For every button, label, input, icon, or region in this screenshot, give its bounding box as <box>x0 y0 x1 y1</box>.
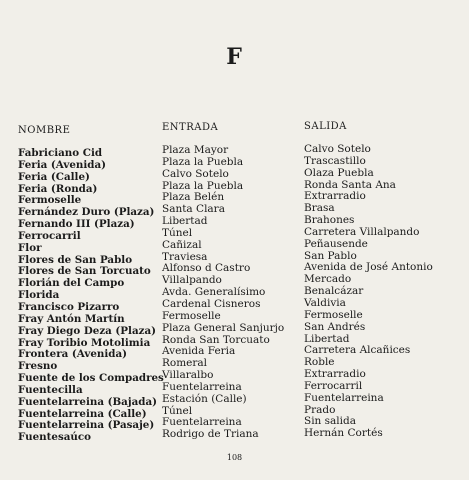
nombre-entry: Flores de San Pablo <box>18 253 133 266</box>
entrada-entry: Avda. Generalísimo <box>162 286 266 299</box>
salida-column <box>304 120 464 440</box>
salida-entry: Trascastillo <box>304 154 366 167</box>
salida-entry: San Andrés <box>304 320 366 333</box>
entrada-entry: Rodrigo de Triana <box>162 428 259 441</box>
nombre-entry: Fernández Duro (Plaza) <box>18 206 155 219</box>
entrada-entry: Plaza la Puebla <box>162 179 244 192</box>
entrada-entry: Estación (Calle) <box>162 392 247 405</box>
salida-entry: Valdivia <box>304 296 346 309</box>
nombre-entry: Feria (Calle) <box>18 170 90 183</box>
salida-entry: Extrarradio <box>304 190 366 203</box>
salida-entry: Prado <box>304 403 336 416</box>
entrada-entry: Villalpando <box>162 274 222 287</box>
nombre-entry: Flor <box>18 241 42 254</box>
salida-entry: San Pablo <box>304 249 357 262</box>
nombre-entry: Florida <box>18 289 60 302</box>
page-number: 108 <box>226 453 243 462</box>
nombre-entry: Fuentelarreina (Calle) <box>18 407 147 420</box>
nombre-entry: Fuente de los Compadres <box>18 372 164 385</box>
salida-entry: Benalcázar <box>304 285 364 298</box>
nombre-entry: Ferrocarril <box>18 229 81 242</box>
salida-entry: Roble <box>304 356 335 369</box>
salida-entry: Brahones <box>304 214 355 227</box>
nombre-entry: Fresno <box>18 360 58 373</box>
salida-entry: Brasa <box>304 202 335 215</box>
salida-entry: Mercado <box>304 273 352 286</box>
section-letter: F <box>226 44 243 70</box>
salida-header: SALIDA <box>304 121 347 132</box>
nombre-list <box>18 147 164 444</box>
nombre-entry: Frontera (Avenida) <box>18 348 128 361</box>
salida-entry: Ferrocarril <box>304 379 363 392</box>
nombre-entry: Fuentecilla <box>18 383 83 396</box>
salida-entry: Ronda Santa Ana <box>304 178 396 191</box>
salida-entry: Olaza Puebla <box>304 166 374 179</box>
entrada-entry: Cardenal Cisneros <box>162 297 261 310</box>
entrada-entry: Plaza Belén <box>162 191 225 204</box>
salida-list <box>304 144 464 440</box>
entrada-entry: Calvo Sotelo <box>162 167 229 180</box>
nombre-entry: Fernando III (Plaza) <box>18 218 135 231</box>
nombre-entry: Fray Toribio Motolimia <box>18 336 151 349</box>
entrada-entry: Romeral <box>162 357 208 370</box>
entrada-entry: Alfonso d Castro <box>162 262 251 275</box>
entrada-entry: Plaza General Sanjurjo <box>162 321 285 334</box>
salida-entry: Extrarradio <box>304 368 366 381</box>
salida-entry: Sin salida <box>304 415 356 428</box>
entrada-entry: Villaralbo <box>162 369 214 382</box>
nombre-entry: Fermoselle <box>18 194 82 207</box>
nombre-entry: Fabriciano Cid <box>18 147 103 159</box>
salida-entry: Avenida de José Antonio <box>304 261 433 274</box>
entrada-entry: Cañizal <box>162 238 202 251</box>
nombre-entry: Fray Antón Martín <box>18 312 125 325</box>
salida-entry: Peñausende <box>304 237 368 250</box>
entrada-list <box>162 145 298 441</box>
entrada-entry: Fermoselle <box>162 309 221 322</box>
entrada-entry: Túnel <box>162 226 193 239</box>
entrada-header: ENTRADA <box>162 122 219 133</box>
entrada-entry: Fuentelarreina <box>162 416 242 429</box>
salida-entry: Libertad <box>304 332 350 345</box>
nombre-column <box>18 124 164 444</box>
salida-entry: Hernán Cortés <box>304 427 383 440</box>
entrada-entry: Santa Clara <box>162 203 225 216</box>
nombre-entry: Florián del Campo <box>18 277 125 290</box>
nombre-entry: Feria (Ronda) <box>18 182 98 195</box>
entrada-entry: Libertad <box>162 215 208 228</box>
nombre-header: NOMBRE <box>18 125 71 136</box>
salida-entry: Fermoselle <box>304 308 363 321</box>
entrada-entry: Plaza la Puebla <box>162 155 244 168</box>
entrada-entry: Ronda San Torcuato <box>162 333 270 346</box>
nombre-entry: Francisco Pizarro <box>18 300 120 313</box>
entrada-entry: Avenida Feria <box>162 345 236 358</box>
salida-entry: Carretera Alcañices <box>304 344 411 357</box>
salida-entry: Carretera Villalpando <box>304 225 420 238</box>
salida-entry: Calvo Sotelo <box>304 143 371 155</box>
nombre-entry: Fuentelarreina (Pasaje) <box>18 419 155 432</box>
entrada-entry: Túnel <box>162 404 193 417</box>
nombre-entry: Fray Diego Deza (Plaza) <box>18 324 157 337</box>
nombre-entry: Fuentelarreina (Bajada) <box>18 395 157 408</box>
entrada-entry: Plaza Mayor <box>162 144 229 156</box>
entrada-column <box>162 121 298 441</box>
salida-entry: Fuentelarreina <box>304 391 384 404</box>
nombre-entry: Feria (Avenida) <box>18 158 107 171</box>
entrada-entry: Traviesa <box>162 250 208 263</box>
entrada-entry: Fuentelarreina <box>162 380 242 393</box>
nombre-entry: Flores de San Torcuato <box>18 265 151 278</box>
nombre-entry: Fuentesaúco <box>18 431 92 444</box>
